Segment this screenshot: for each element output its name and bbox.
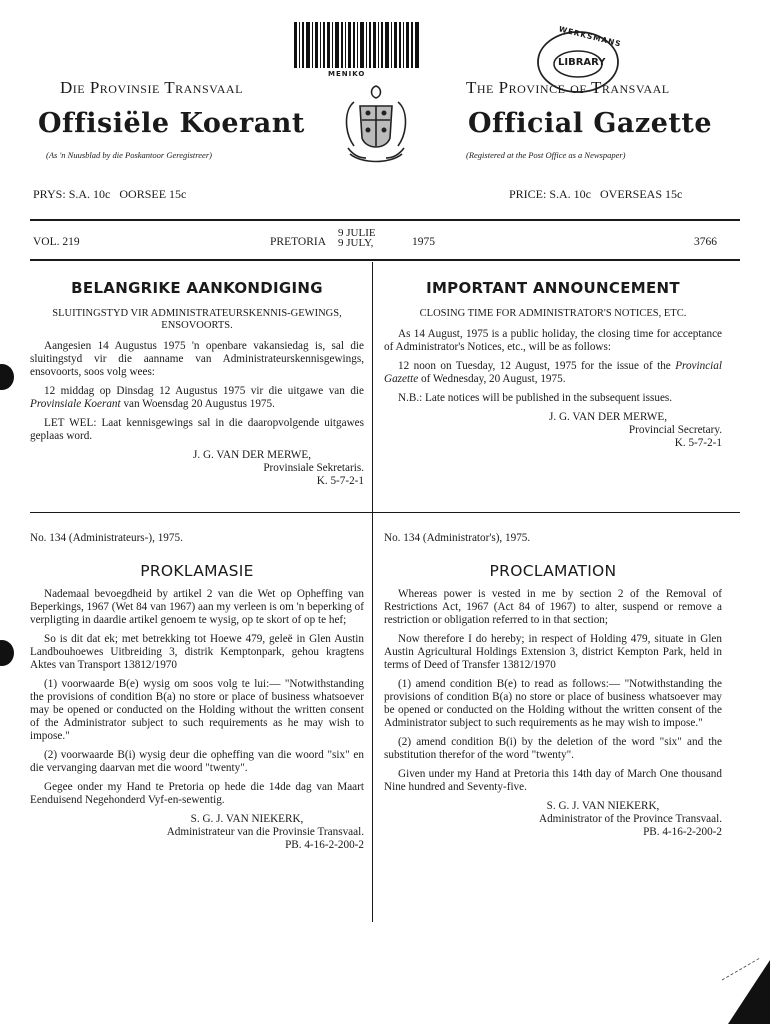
proclamation-af-p2: So is dit dat ek; met betrekking tot Hoewe 479, geleë in Glen Austin Landbouhoewes Uitbreiding 3, distrik Kemptonpark, gehou kragtens Aktes van Transport 13812/1970: [30, 633, 364, 671]
proclamation-af-sig-title: Administrateur van die Provinsie Transvaal.: [166, 826, 364, 838]
proclamation-en: [384, 532, 722, 839]
punch-hole-bottom: [0, 640, 14, 666]
announcement-en-ref: K. 5-7-2-1: [674, 437, 722, 449]
announcement-af-subtitle: SLUITINGSTYD VIR ADMINISTRATEURSKENNIS-GEWINGS, ENSOVOORTS.: [52, 308, 342, 331]
masthead-province-en: The Province of Transvaal: [466, 78, 670, 97]
barcode: [292, 22, 422, 74]
page-corner-fold: [720, 940, 770, 1024]
masthead-title-af: Offisiële Koerant: [38, 108, 305, 139]
proclamation-af-title: PROKLAMASIE: [140, 562, 254, 580]
stamp-text-library: LIBRARY: [558, 57, 606, 68]
volume: VOL. 219: [33, 236, 80, 248]
proclamation-af-ref: PB. 4-16-2-200-2: [285, 839, 364, 851]
announcement-af-p2: [30, 385, 364, 411]
issue-date: [338, 228, 376, 248]
announcement-af-p2b: van Woensdag 20 Augustus 1975.: [120, 398, 275, 410]
rule-top: [30, 219, 740, 221]
column-divider: [372, 262, 373, 922]
announcement-en-p2-italic: Provincial Gazette: [384, 360, 722, 385]
announcement-en-p2a: 12 noon on Tuesday, 12 August, 1975 for the issue of the: [398, 360, 676, 372]
price-en: PRICE: S.A. 10c OVERSEAS 15c: [509, 187, 683, 201]
proclamation-en-p2: Now therefore I do hereby; in respect of Holding 479, situate in Glen Austin Agricultural Holdings Extension 3, district Kempton Park, held in terms of Deed of Transfer 13812/1970: [384, 633, 722, 671]
announcement-en-p2: [384, 360, 722, 386]
announcement-en-sig-name: J. G. VAN DER MERWE,: [549, 411, 667, 423]
announcement-en-title: IMPORTANT ANNOUNCEMENT: [426, 279, 680, 297]
proclamation-af-p3: (1) voorwaarde B(e) wysig om soos volg te lui:— "Notwithstanding the provisions of condition B(a) no store or place of business whatsoever may be opened or conducted on the Holding without the written consent of the Administrator subject to such requirements as he may wish to impose.": [30, 678, 364, 742]
proclamation-en-number: No. 134 (Administrator's), 1975.: [384, 532, 531, 544]
proclamation-en-p1: Whereas power is vested in me by section 2 of the Removal of Restrictions Act, 1967 (Act 84 of 1967) to alter, suspend or remove a restriction or obligation referred to in that section;: [384, 588, 722, 626]
announcement-af-sig-name: J. G. VAN DER MERWE,: [193, 449, 311, 461]
issue-year: 1975: [412, 236, 435, 248]
rule-vol: [30, 259, 740, 261]
masthead-title-en: Official Gazette: [468, 108, 713, 139]
announcement-af-p2a: 12 middag op Dinsdag 12 Augustus 1975 vir die uitgawe van die: [44, 385, 364, 397]
proclamation-af: [30, 532, 364, 852]
proclamation-af-p1: Nademaal bevoegdheid by artikel 2 van die Wet op Opheffing van Beperkings, 1967 (Wet 84 van 1967) aan my verleen is om 'n beperking of verpligting in daardie artikel genoem te wysig, op te skort of op te hef;: [30, 588, 364, 626]
proclamation-af-sig-name: S. G. J. VAN NIEKERK,: [190, 813, 304, 825]
proclamation-af-number: No. 134 (Administrateurs-), 1975.: [30, 532, 183, 544]
proclamation-af-p4: (2) voorwaarde B(i) wysig deur die opheffing van die woord "six" en die vervanging daarvan met die woord "twenty".: [30, 749, 364, 774]
punch-hole-top: [0, 364, 14, 390]
announcement-af-sig-title: Provinsiale Sekretaris.: [263, 462, 364, 474]
masthead-sub-en: (Registered at the Post Office as a Newspaper): [466, 150, 626, 160]
rule-middle: [30, 512, 740, 513]
masthead-province-af: Die Provinsie Transvaal: [60, 78, 243, 97]
proclamation-af-p5: Gegee onder my Hand te Pretoria op hede die 14de dag van Maart Eenduisend Negehonderd Vyf-en-sewentig.: [30, 781, 364, 806]
announcement-af: [30, 279, 364, 488]
coat-of-arms-emblem: [340, 80, 412, 170]
announcement-en-p2b: of Wednesday, 20 August, 1975.: [418, 373, 566, 385]
stamp-text-top: WERKSMANS: [557, 24, 623, 49]
issue-date-af: 9 JULIE: [338, 227, 376, 239]
announcement-en-p3: N.B.: Late notices will be published in the subsequent issues.: [398, 392, 673, 404]
issue-date-en: 9 JULY,: [338, 237, 374, 249]
announcement-af-p2-italic: Provinsiale Koerant: [30, 398, 121, 410]
masthead-sub-af: (As 'n Nuusblad by die Poskantoor Geregistreer): [46, 150, 212, 160]
price-af: PRYS: S.A. 10c OORSEE 15c: [33, 187, 187, 201]
announcement-en-sig-title: Provincial Secretary.: [628, 424, 722, 436]
announcement-af-p3: LET WEL: Laat kennisgewings sal in die daaropvolgende uitgawes geplaas word.: [30, 417, 364, 442]
announcement-af-title: BELANGRIKE AANKONDIGING: [71, 279, 323, 297]
announcement-af-ref: K. 5-7-2-1: [316, 475, 364, 487]
pretoria-label: PRETORIA: [270, 236, 327, 248]
announcement-en: [384, 279, 722, 450]
barcode-text: MENIKO: [328, 70, 366, 78]
issue-number: 3766: [694, 236, 717, 248]
proclamation-en-sig-title: Administrator of the Province Transvaal.: [538, 813, 722, 825]
announcement-en-p1: As 14 August, 1975 is a public holiday, the closing time for acceptance of Administrator's Notices, etc., will be as follows:: [384, 328, 722, 353]
proclamation-en-p3: (1) amend condition B(e) to read as follows:— "Notwithstanding the provisions of condition B(a) no store or place of business whatsoever may be opened or conducted on the Holding without the written consent of the Administrator subject to such requirements as he may wish to impose.": [384, 678, 722, 729]
proclamation-en-p4: (2) amend condition B(i) by the deletion of the word "six" and the substitution therefor of the word "twenty".: [384, 736, 722, 761]
proclamation-en-ref: PB. 4-16-2-200-2: [643, 826, 722, 838]
announcement-en-subtitle: CLOSING TIME FOR ADMINISTRATOR'S NOTICES, ETC.: [419, 308, 687, 319]
proclamation-en-title: PROCLAMATION: [489, 562, 617, 580]
proclamation-en-sig-name: S. G. J. VAN NIEKERK,: [546, 800, 660, 812]
proclamation-en-p5: Given under my Hand at Pretoria this 14th day of March One thousand Nine hundred and Seventy-five.: [384, 768, 722, 793]
announcement-af-p1: Aangesien 14 Augustus 1975 'n openbare vakansiedag is, sal die sluitingstyd vir die aanname van Administrateurskennisgewings, ensovoorts, soos volg wees:: [30, 340, 364, 378]
